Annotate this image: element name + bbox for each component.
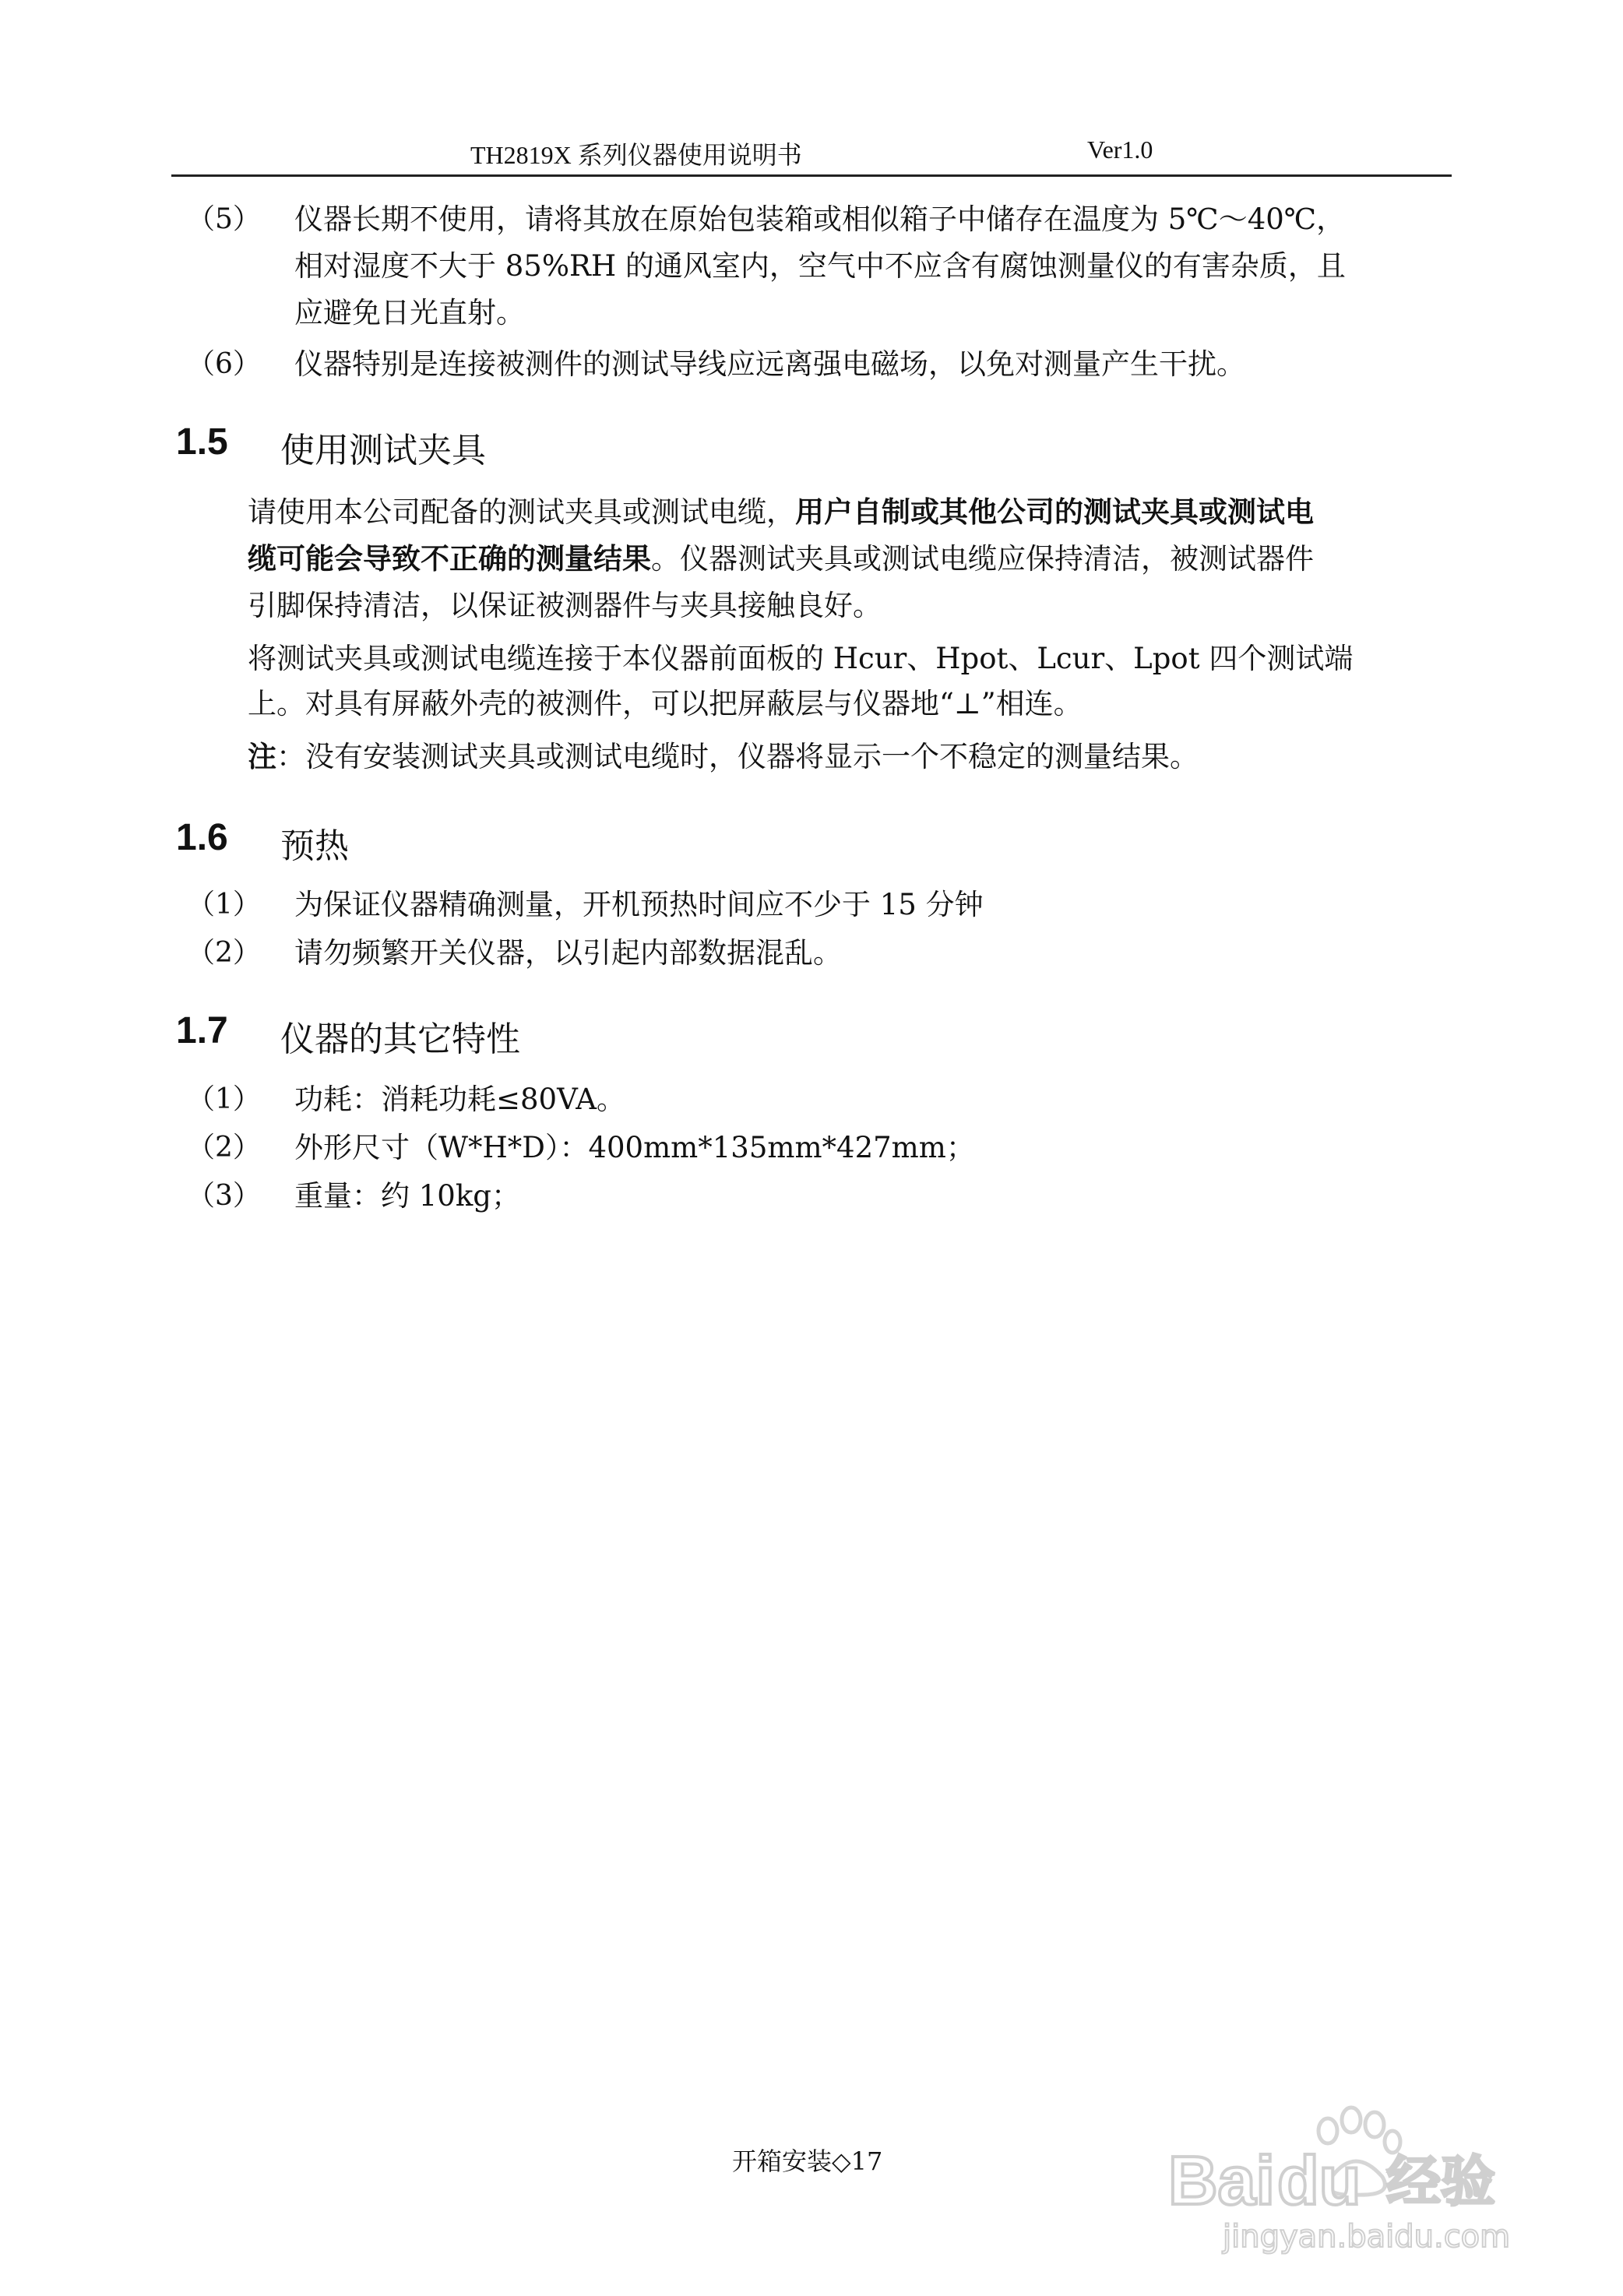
item-number: （6） [187,348,261,380]
section-title: 仪器的其它特性 [280,1019,520,1059]
item-text-line: 相对湿度不大于 85%RH 的通风室内，空气中不应含有腐蚀测量仪的有害杂质，且 [294,249,1346,283]
item-text: 外形尺寸（W*H*D）：400mm*135mm*427mm； [294,1131,975,1164]
paragraph-text: 请使用本公司配备的测试夹具或测试电缆， [248,495,795,529]
item-text-line: 仪器长期不使用，请将其放在原始包装箱或相似箱子中储存在温度为 5℃～40℃， [294,202,1346,236]
item-text: 请勿频繁开关仪器，以引起内部数据混乱。 [294,936,842,970]
item-number: （5） [187,203,261,235]
item-number: （2） [187,1132,261,1164]
item-number: （1） [187,889,261,921]
page-header [0,132,1623,171]
paragraph-text: ”相连。 [980,687,1083,720]
item-text: 为保证仪器精确测量，开机预热时间应不少于 15 分钟 [294,888,984,921]
item-number: （2） [187,937,261,969]
paragraph-line [248,682,1083,726]
page-footer: 开箱安装◇17 [732,2146,883,2176]
paragraph-line [248,637,1353,681]
document-version: Ver1.0 [1087,136,1153,164]
section-number: 1.7 [176,1010,228,1051]
note-text: ：没有安装测试夹具或测试电缆时，仪器将显示一个不稳定的测量结果。 [276,740,1199,773]
svg-text:du: du [1277,2142,1361,2219]
section-title: 使用测试夹具 [280,431,486,470]
paragraph-text: 引脚保持清洁，以保证被测器件与夹具接触良好。 [248,589,882,622]
item-text-line: 应避免日光直射。 [294,296,525,329]
svg-text:经验: 经验 [1386,2150,1495,2213]
paragraph-line [248,491,1314,534]
document-title: TH2819X 系列仪器使用说明书 [470,141,802,169]
section-number: 1.5 [176,421,228,463]
svg-text:jingyan.baidu.com: jingyan.baidu.com [1223,2219,1511,2255]
paragraph-text: 上。对具有屏蔽外壳的被测件，可以把屏蔽层与仪器地“ [248,687,954,720]
paragraph-bold-text: 缆可能会导致不正确的测量结果 [248,542,651,576]
item-number: （3） [187,1180,261,1212]
note-label: 注 [248,740,276,773]
header-rule [171,174,1452,177]
svg-text:Bai: Bai [1168,2142,1275,2219]
item-text: 重量：约 10kg； [294,1179,520,1213]
item-text: 功耗：消耗功耗≤80VA。 [294,1083,626,1116]
note-line [248,735,1199,779]
paragraph-line [248,584,882,628]
ground-symbol: ⊥ [953,687,981,720]
baidu-jingyan-watermark [1160,2103,1534,2259]
item-number: （1） [187,1083,261,1115]
section-title: 预热 [280,826,349,866]
paragraph-text: 。仪器测试夹具或测试电缆应保持清洁，被测试器件 [651,542,1314,576]
paragraph-line [248,537,1314,581]
item-text-line: 仪器特别是连接被测件的测试导线应远离强电磁场，以免对测量产生干扰。 [294,347,1245,381]
section-number: 1.6 [176,817,228,858]
paragraph-text: 将测试夹具或测试电缆连接于本仪器前面板的 Hcur、Hpot、Lcur、Lpot 四个测试端 [248,642,1354,675]
paragraph-bold-text: 用户自制或其他公司的测试夹具或测试电 [795,495,1314,529]
